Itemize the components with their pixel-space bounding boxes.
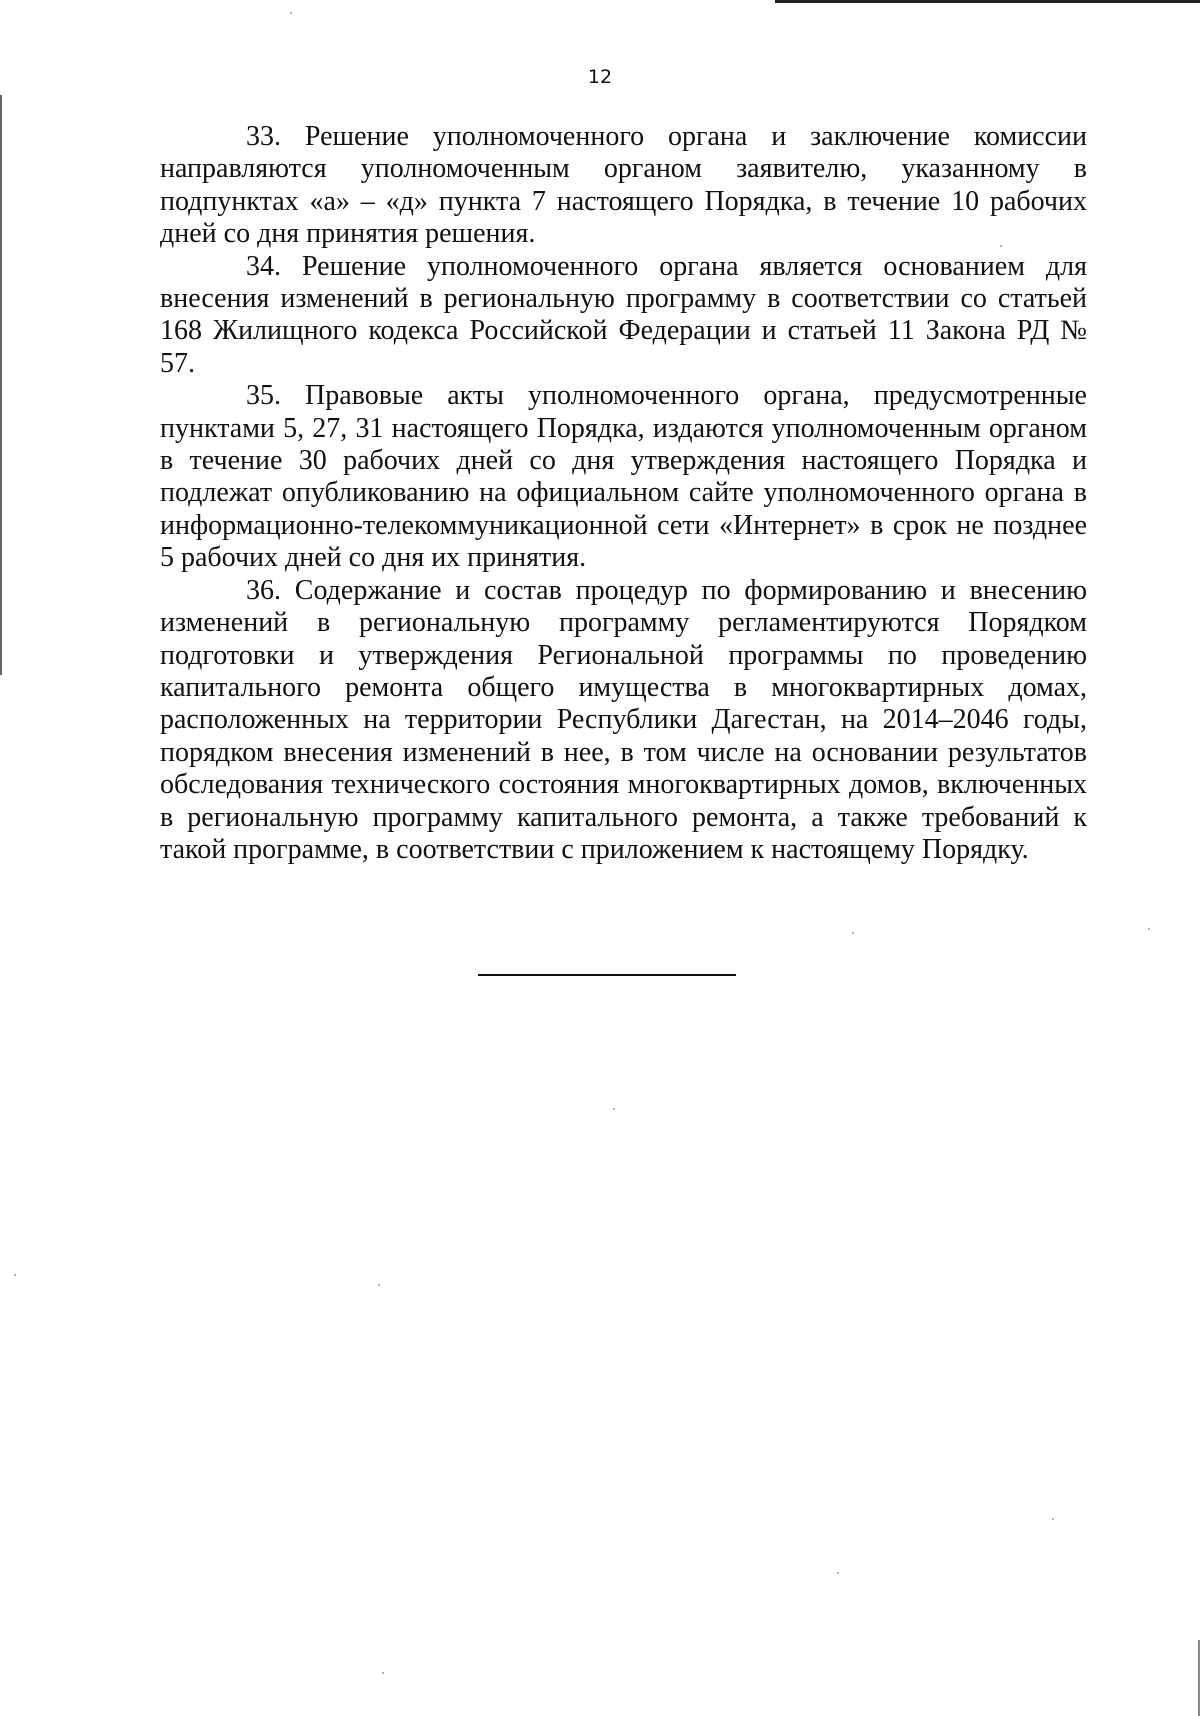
document-body: [160, 121, 1087, 866]
paragraph-36: 36. Содержание и состав процедур по формированию и внесению изменений в региональную программу регламентируются Порядком подготовки и утверждения Региональной программы по проведению капитального ремонта общего имущества в многоквартирных домах, расположенных на территории Республики Дагестан, на 2014–2046 годы, порядком внесения изменений в нее, в том числе на основании результатов обследования технического состояния многоквартирных домов, включенных в региональную программу капитального ремонта, а также требований к такой программе, в соответствии с приложением к настоящему Порядку.: [160, 574, 1087, 865]
scan-speck: [613, 1108, 615, 1110]
paragraph-33: 33. Решение уполномоченного органа и заключение комиссии направляются уполномоченным органом заявителю, указанному в подпунктах «а» – «д» пункта 7 настоящего Порядка, в течение 10 рабочих дней со дня принятия решения.: [160, 121, 1087, 250]
scan-speck: [852, 932, 854, 934]
scan-speck: [837, 1572, 839, 1574]
scan-speck: [1148, 928, 1150, 930]
scan-speck: [1052, 1518, 1054, 1520]
paragraph-34: 34. Решение уполномоченного органа является основанием для внесения изменений в региональную программу в соответствии со статьей 168 Жилищного кодекса Российской Федерации и статьей 11 Закона РД № 57.: [160, 250, 1087, 379]
scan-speck: [290, 12, 292, 14]
scan-speck: [378, 1284, 380, 1286]
scan-speck: [382, 1672, 384, 1674]
scan-speck: [14, 1274, 16, 1276]
scan-edge-left: [0, 95, 2, 675]
page-number: 12: [587, 66, 613, 88]
scan-edge-top: [775, 0, 1200, 3]
end-of-text-rule: [478, 974, 736, 976]
scan-speck: [1000, 245, 1002, 247]
paragraph-35: 35. Правовые акты уполномоченного органа, предусмотренные пунктами 5, 27, 31 настоящего Порядка, издаются уполномоченным органом в течение 30 рабочих дней со дня утверждения настоящего Порядка и подлежат опубликованию на официальном сайте уполномоченного органа в информационно-телекоммуникационной сети «Интернет» в срок не позднее 5 рабочих дней со дня их принятия.: [160, 380, 1087, 574]
